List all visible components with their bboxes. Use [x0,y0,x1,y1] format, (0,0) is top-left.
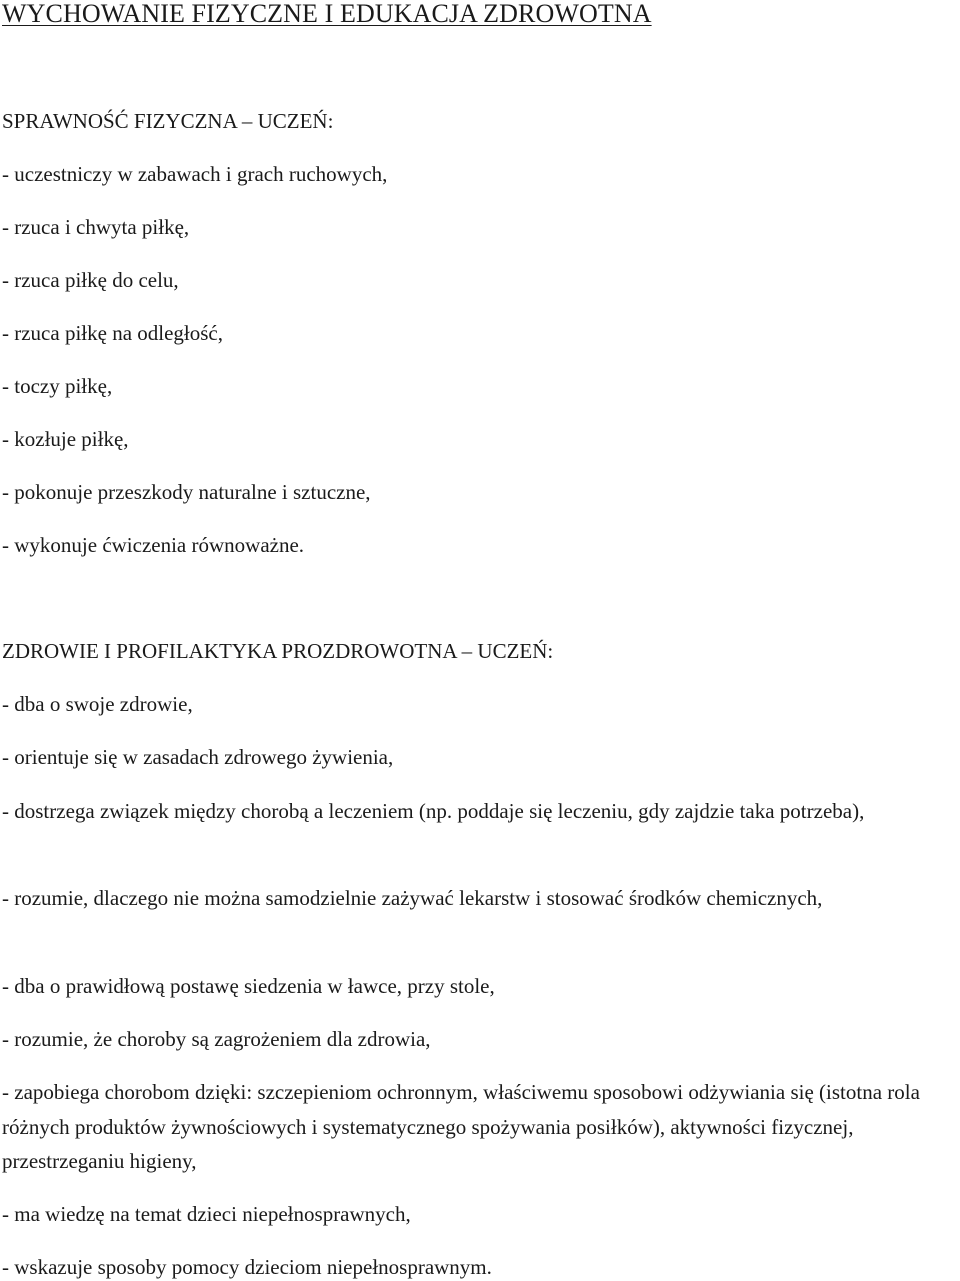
list-item: - dba o prawidłową postawę siedzenia w ławce, przy stole, [2,974,495,998]
section-heading-health: ZDROWIE I PROFILAKTYKA PROZDROWOTNA – UCZEŃ: [2,639,554,663]
section-heading-fitness: SPRAWNOŚĆ FIZYCZNA – UCZEŃ: [2,109,334,133]
list-item: - rzuca piłkę do celu, [2,268,179,292]
list-item: - rozumie, dlaczego nie można samodzielnie zażywać lekarstw i stosować środków chemicznych, [2,886,823,910]
list-item: - dba o swoje zdrowie, [2,692,193,716]
list-item: - kozłuje piłkę, [2,427,129,451]
list-item: - ma wiedzę na temat dzieci niepełnosprawnych, [2,1202,411,1226]
list-item: - pokonuje przeszkody naturalne i sztuczne, [2,480,371,504]
list-item: - rzuca i chwyta piłkę, [2,215,190,239]
list-item: - dostrzega związek między chorobą a leczeniem (np. poddaje się leczeniu, gdy zajdzie taka potrzeba), [2,799,865,823]
list-item: - wykonuje ćwiczenia równoważne. [2,533,305,557]
list-item: - toczy piłkę, [2,374,113,398]
list-item: - rozumie, że choroby są zagrożeniem dla zdrowia, [2,1027,431,1051]
list-item: - rzuca piłkę na odległość, [2,321,223,345]
document-title: WYCHOWANIE FIZYCZNE I EDUKACJA ZDROWOTNA [2,0,652,28]
list-item: - uczestniczy w zabawach i grach ruchowych, [2,162,388,186]
list-item: - zapobiega chorobom dzięki: szczepieniom ochronnym, właściwemu sposobowi odżywiania się (istotna rola różnych produktów żywnościowych i systematycznego spożywania posiłków), aktywności fizycznej, przestrzeganiu higieny, [2,1080,920,1173]
list-item: - wskazuje sposoby pomocy dzieciom niepełnosprawnym. [2,1255,492,1279]
list-item: - orientuje się w zasadach zdrowego żywienia, [2,745,394,769]
